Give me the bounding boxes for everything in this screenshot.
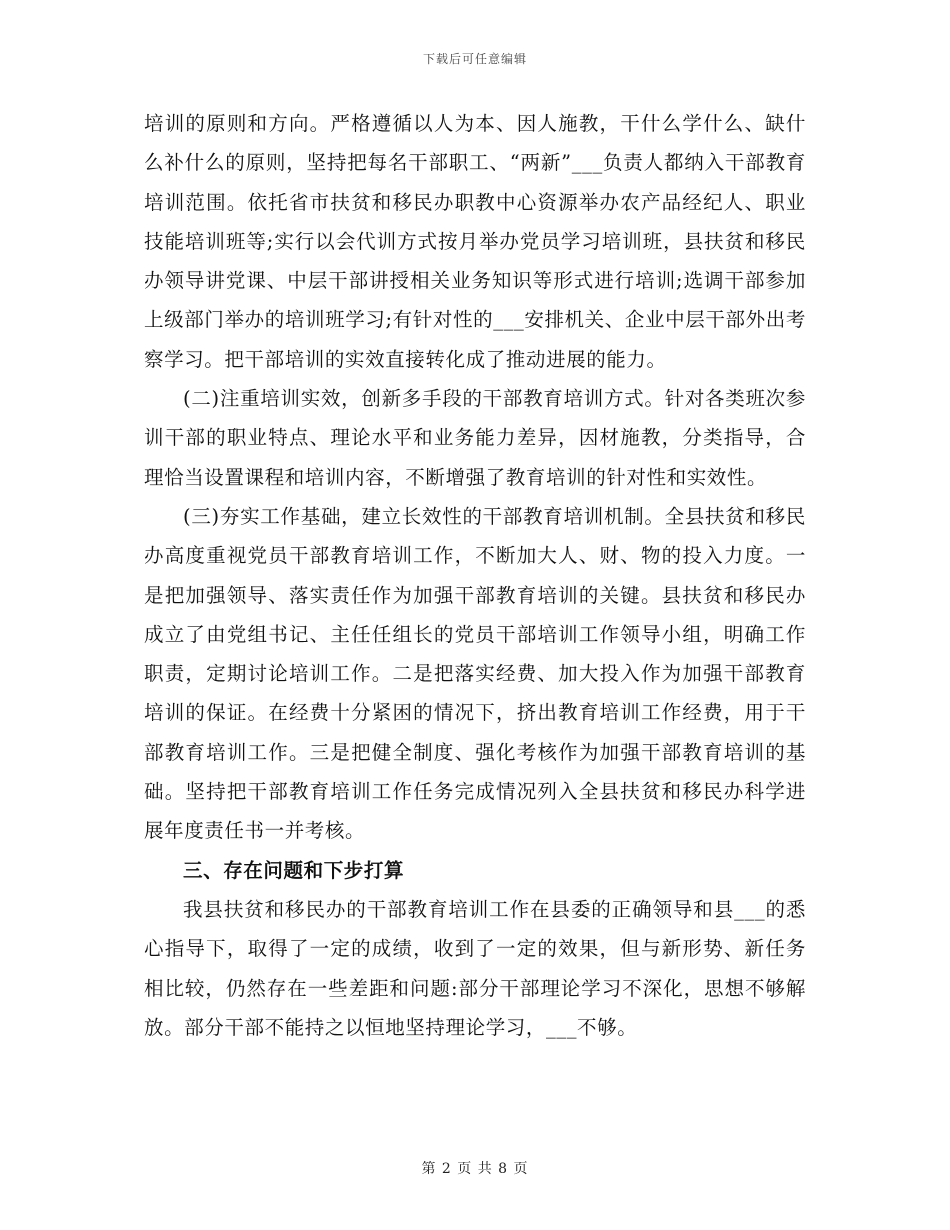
paragraph-problems: 我县扶贫和移民办的干部教育培训工作在县委的正确领导和县___的悉心指导下，取得了一定的成绩，收到了一定的效果，但与新形势、新任务相比较，仍然存在一些差距和问题:部分干部理论学习不深化，思想不够解放。部分干部不能持之以恒地坚持理论学习，___不够。 (144, 897, 806, 1039)
paragraph-training-mechanism: (三)夯实工作基础，建立长效性的干部教育培训机制。全县扶贫和移民办高度重视党员干部教育培训工作，不断加大人、财、物的投入力度。一是把加强领导、落实责任作为加强干部教育培训的关键。县扶贫和移民办成立了由党组书记、主任任组长的党员干部培训工作领导小组，明确工作职责，定期讨论培训工作。二是把落实经费、加大投入作为加强干部教育培训的保证。在经费十分紧困的情况下，挤出教育培训工作经费，用于干部教育培训工作。三是把健全制度、强化考核作为加强干部教育培训的基础。坚持把干部教育培训工作任务完成情况列入全县扶贫和移民办科学进展年度责任书一并考核。 (144, 504, 806, 843)
document-body (144, 104, 806, 1047)
page-number: 第 2 页 共 8 页 (421, 1161, 529, 1177)
page-header: 下载后可任意编辑 (422, 52, 527, 66)
paragraph-training-effectiveness: (二)注重培训实效，创新多手段的干部教育培训方式。针对各类班次参训干部的职业特点、理论水平和业务能力差异，因材施教，分类指导，合理恰当设置课程和培训内容，不断增强了教育培训的针对性和实效性。 (144, 387, 806, 489)
paragraph-training-principles: 培训的原则和方向。严格遵循以人为本、因人施教，干什么学什么、缺什么补什么的原则，坚持把每名干部职工、“两新”___负责人都纳入干部教育培训范围。依托省市扶贫和移民办职教中心资源举办农产品经纪人、职业技能培训班等;实行以会代训方式按月举办党员学习培训班，县扶贫和移民办领导讲党课、中层干部讲授相关业务知识等形式进行培训;选调干部参加上级部门举办的培训班学习;有针对性的___安排机关、企业中层干部外出考察学习。把干部培训的实效直接转化成了推动进展的能力。 (144, 112, 806, 371)
section-heading: 三、存在问题和下步打算 (183, 858, 405, 882)
